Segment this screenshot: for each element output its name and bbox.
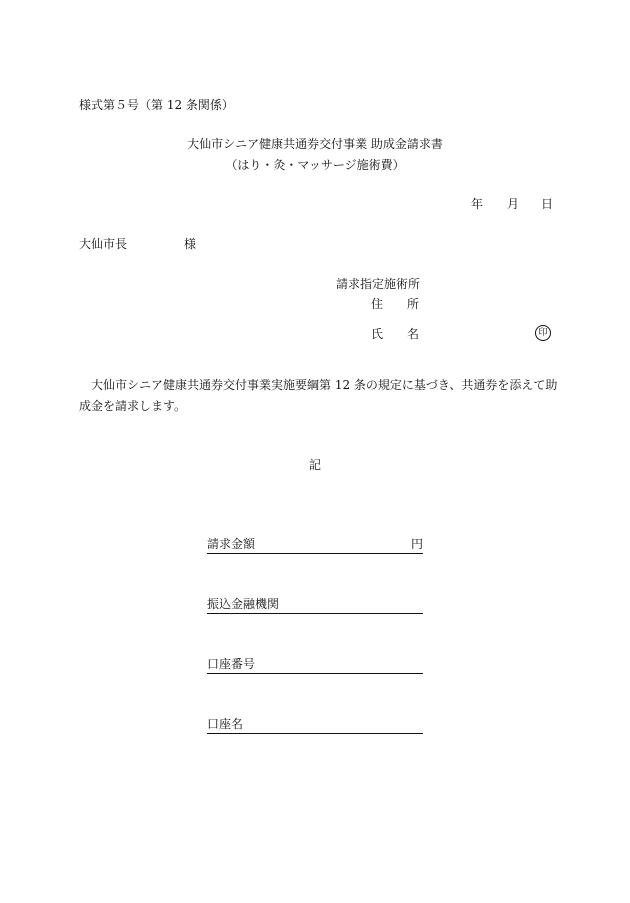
date-month-label: 月 [507,197,520,211]
date-year-label: 年 [471,197,484,211]
amount-label: 請求金額 [207,537,256,551]
addressee-honorific: 様 [184,237,197,251]
document-title: 大仙市シニア健康共通券交付事業 助成金請求書 [187,137,443,151]
clinic-label: 請求指定施術所 [336,277,421,291]
account-name-field[interactable] [207,718,423,734]
section-mark: 記 [308,458,321,472]
bank-label: 振込金融機関 [207,597,280,611]
seal-mark: 印 [535,325,551,341]
bank-field[interactable] [207,598,423,614]
body-paragraph: 大仙市シニア健康共通券交付事業実施要綱第 12 条の規定に基づき、共通券を添えて助成金を請求します。 [79,378,558,413]
amount-unit: 円 [410,537,423,551]
date-day-label: 日 [541,197,554,211]
address-label: 住 所 [371,297,420,311]
addressee-name: 大仙市長 [79,237,128,251]
name-label: 氏 名 [371,327,420,341]
account-number-label: 口座番号 [207,657,256,671]
document-subtitle: （はり・灸・マッサージ施術費） [225,158,405,172]
form-number: 様式第５号（第 12 条関係） [79,98,234,112]
account-name-label: 口座名 [207,717,244,731]
account-number-field[interactable] [207,658,423,674]
amount-field[interactable] [207,538,423,554]
